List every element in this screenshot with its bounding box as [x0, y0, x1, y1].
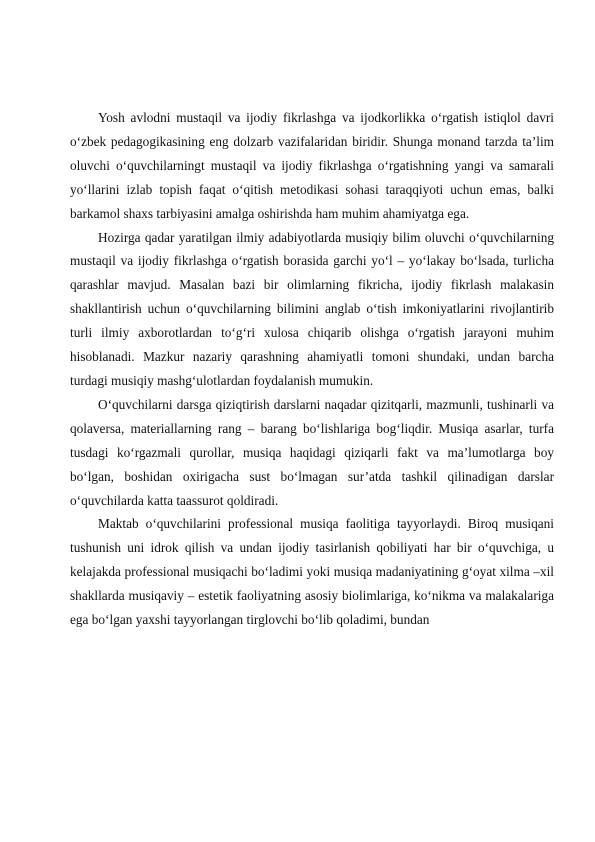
paragraph-1: Yosh avlodni mustaqil va ijodiy fikrlashga va ijodkorlikka o‘rgatish istiqlol davri o‘zbek pedagogikasining eng dolzarb vazifalaridan biridir. Shunga monand tarzda ta’lim oluvchi o‘quvchilarningt mustaqil va ijodiy fikrlashga o‘rgatishning yangi va samarali yo‘llarini izlab topish faqat o‘qitish metodikasi sohasi taraqqiyoti uchun emas, balki barkamol shaxs tarbiyasini amalga oshirishda ham muhim ahamiyatga ega.: [70, 110, 554, 221]
paragraph-4: Maktab o‘quvchilarini professional musiqa faolitiga tayyorlaydi. Biroq musiqani tushunish uni idrok qilish va undan ijodiy tasirlanish qobiliyati har bir o‘quvchiga, u kelajakda professional musiqachi bo‘ladimi yoki musiqa madaniyatining g‘oyat xilma –xil shakllarda musiqaviy – estetik faoliyatning asosiy biolimlariga, ko‘nikma va malakalariga ega bo‘lgan yaxshi tayyorlangan tirglovchi bo‘lib qoladimi, bundan: [70, 516, 554, 628]
document-page: [70, 106, 554, 632]
paragraph-3: O‘quvchilarni darsga qiziqtirish darslarni naqadar qizitqarli, mazmunli, tushinarli va qolaversa, materiallarning rang – barang bo‘lishlariga bog‘liqdir. Musiqa asarlar, turfa tusdagi ko‘rgazmali qurollar, musiqa haqidagi qiziqarli fakt va ma’lumotlarga boy bo‘lgan, boshidan oxirigacha sust bo‘lmagan sur’atda tashkil qilinadigan darslar o‘quvchilarda katta taassurot qoldiradi.: [70, 396, 554, 508]
paragraph-2: Hozirga qadar yaratilgan ilmiy adabiyotlarda musiqiy bilim oluvchi o‘quvchilarning mustaqil va ijodiy fikrlashga o‘rgatish borasida garchi yo‘l – yo‘lakay bo‘lsada, turlicha qarashlar mavjud. Masalan bazi bir olimlarning fikricha, ijodiy fikrlash malakasin shakllantirish uchun o‘quvchilarning bilimini anglab o‘tish imkoniyatlarini rivojlantirib turli ilmiy axborotlardan to‘g‘ri xulosa chiqarib olishga o‘rgatish jarayoni muhim hisoblanadi. Mazkur nazariy qarashning ahamiyatli tomoni shundaki, undan barcha turdagi musiqiy mashg‘ulotlardan foydalanish mumukin.: [70, 229, 554, 388]
